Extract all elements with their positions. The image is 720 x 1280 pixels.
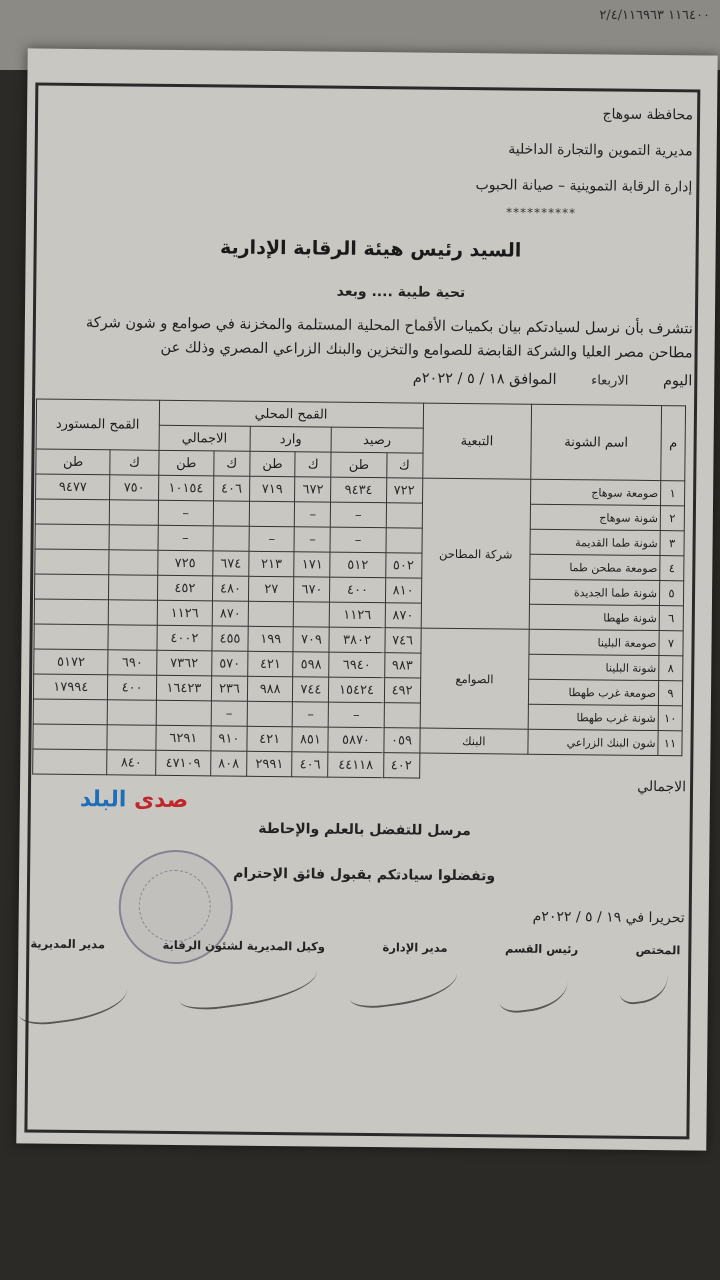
- col-unit-kg: ك: [386, 453, 422, 478]
- total-incoming-ton: ٢٩٩١: [247, 751, 293, 776]
- total-ton: ٧٢٥: [157, 550, 213, 576]
- incoming-ton: ٧١٩: [249, 476, 295, 501]
- handwritten-reference-number: ١١٦٤٠٠ ٢/٤/١١٦٩٦٣: [599, 8, 710, 23]
- total-ton: –: [158, 500, 214, 526]
- total-ton: [156, 700, 212, 726]
- site-name: شون البنك الزراعي: [528, 729, 658, 755]
- date-suffix: الموافق ١٨ / ٥ / ٢٠٢٢م: [412, 370, 557, 388]
- incoming-ton: [249, 501, 295, 526]
- balance-ton: –: [329, 702, 385, 728]
- col-unit-ton: طن: [331, 452, 387, 478]
- letterhead: [272, 93, 693, 205]
- total-kg: –: [211, 701, 247, 726]
- row-number: ١٠: [658, 706, 682, 731]
- balance-kg: ٤٩٢: [384, 678, 420, 703]
- incoming-ton: ١٩٩: [248, 626, 294, 651]
- imported-ton: [34, 624, 109, 650]
- imported-ton: ٩٤٧٧: [36, 474, 111, 500]
- imported-ton: [35, 549, 110, 575]
- balance-kg: ٧٢٢: [386, 478, 422, 503]
- incoming-kg: ٧٤٤: [293, 677, 329, 702]
- site-name: صومعة البلينا: [529, 629, 659, 655]
- site-name: شونة طما القديمة: [530, 529, 660, 555]
- col-unit-ton: طن: [36, 449, 111, 475]
- total-ton: ١٦٤٢٣: [156, 675, 212, 701]
- imported-kg: ٦٩٠: [108, 650, 157, 676]
- grand-total-kg: ٨٠٨: [211, 751, 247, 776]
- site-name: صومعة مطحن طما: [530, 554, 660, 580]
- balance-ton: ٩٤٣٤: [331, 477, 387, 503]
- balance-ton: –: [331, 502, 387, 528]
- total-ton: ٦٢٩١: [156, 725, 212, 751]
- site-name: شونة البلينا: [529, 654, 659, 680]
- total-ton: ١٠١٥٤: [158, 475, 214, 501]
- total-balance-kg: ٤٠٢: [383, 753, 419, 778]
- site-name: شونة سوهاج: [530, 504, 660, 530]
- total-balance-ton: ٤٤١١٨: [328, 752, 384, 778]
- date-prefix: اليوم: [662, 373, 693, 390]
- balance-kg: ٥٠٢: [385, 553, 421, 578]
- incoming-kg: [294, 602, 330, 627]
- total-kg: ٨٧٠: [212, 601, 248, 626]
- sada-elbalad-logo: [80, 787, 189, 813]
- site-name: صومعة غرب طهطا: [528, 679, 658, 705]
- imported-ton: [34, 599, 109, 625]
- separator-stars: **********: [505, 205, 577, 221]
- directorate-line: مديرية التموين والتجارة الداخلية: [508, 141, 693, 160]
- logo-text-red: صدى: [133, 787, 189, 814]
- total-kg: ٦٧٤: [213, 551, 249, 576]
- row-number: ٣: [660, 531, 684, 556]
- closing-regards: وتفضلوا سيادتكم بقبول فائق الإحترام: [233, 865, 496, 885]
- col-balance: رصيد: [331, 427, 422, 453]
- total-imported-ton: [33, 749, 108, 775]
- total-kg: ٢٣٦: [211, 676, 247, 701]
- balance-kg: [386, 503, 422, 528]
- balance-kg: ٨١٠: [385, 578, 421, 603]
- row-number: ٢: [660, 506, 684, 531]
- total-kg: [213, 526, 249, 551]
- total-kg: ٤٠٦: [213, 476, 249, 501]
- total-ton: ١١٢٦: [157, 600, 213, 626]
- imported-kg: [109, 600, 158, 626]
- document-page: [16, 48, 717, 1150]
- balance-ton: ٣٨٠٢: [329, 627, 385, 653]
- total-ton: ٤٠٠٢: [157, 625, 213, 651]
- sig-deputy: وكيل المديرية لشئون الرقابة: [162, 937, 326, 954]
- sig-specialist: المختص: [635, 942, 681, 958]
- imported-kg: ٤٠٠: [108, 675, 157, 701]
- incoming-kg: ٧٠٩: [293, 627, 329, 652]
- col-unit-ton: طن: [250, 451, 296, 476]
- site-name: شونة طما الجديدة: [530, 579, 660, 605]
- row-number: ٨: [659, 656, 683, 681]
- balance-ton: ٥٨٧٠: [328, 727, 384, 753]
- site-name: شونة طهطا: [529, 604, 659, 630]
- incoming-kg: –: [293, 702, 329, 727]
- incoming-kg: ١٧١: [294, 552, 330, 577]
- imported-ton: ٥١٧٢: [34, 649, 109, 675]
- incoming-ton: ٩٨٨: [247, 676, 293, 701]
- letter-body: نتشرف بأن نرسل لسيادتكم بيان بكميات الأقماح المحلية المستلمة والمخزنة في صوامع و شون شركة مطاحن مصر العليا والشركة القابضة للصوامع والتخزين والبنك الزراعي المصري وذلك عن: [85, 315, 693, 362]
- col-name: اسم الشونة: [531, 404, 662, 480]
- grand-total-ton: ٤٧١٠٩: [155, 750, 211, 776]
- col-imported-wheat: القمح المستورد: [36, 399, 159, 450]
- affiliation-company: شركة المطاحن: [421, 478, 531, 629]
- written-date: تحريرا في ١٩ / ٥ / ٢٠٢٢م: [532, 908, 685, 927]
- row-number: ٩: [658, 681, 682, 706]
- imported-ton: [33, 699, 108, 725]
- col-incoming: وارد: [250, 426, 332, 452]
- site-name: صومعة سوهاج: [531, 479, 661, 505]
- balance-kg: ٠٥٩: [383, 728, 419, 753]
- imported-kg: [109, 550, 158, 576]
- logo-text-blue: البلد: [79, 787, 127, 813]
- balance-kg: ٩٨٣: [384, 653, 420, 678]
- imported-ton: ١٧٩٩٤: [33, 674, 108, 700]
- imported-kg: [109, 575, 158, 601]
- row-number: ١١: [658, 731, 682, 756]
- balance-kg: [386, 528, 422, 553]
- handwritten-day: الاربعاء: [591, 373, 629, 389]
- total-kg: [213, 501, 249, 526]
- balance-ton: –: [330, 527, 386, 553]
- col-affiliation: التبعية: [422, 403, 531, 479]
- imported-kg: [110, 500, 159, 526]
- imported-ton: [33, 724, 108, 750]
- department-line: إدارة الرقابة التموينية – صيانة الحبوب: [475, 177, 693, 196]
- incoming-ton: [247, 701, 293, 726]
- col-total: الاجمالي: [159, 425, 250, 451]
- sent-for-information: مرسل للتفضل بالعلم والإحاطة: [258, 820, 471, 840]
- total-kg: ٤٨٠: [212, 576, 248, 601]
- col-num: م: [661, 406, 686, 481]
- imported-ton: [35, 499, 110, 525]
- row-number: ٥: [659, 581, 683, 606]
- total-imported-kg: ٨٤٠: [107, 750, 156, 776]
- col-unit-kg: ك: [214, 451, 250, 476]
- addressee-title: السيد رئيس هيئة الرقابة الإدارية: [219, 236, 522, 262]
- total-ton: –: [158, 525, 214, 551]
- row-number: ٤: [660, 556, 684, 581]
- balance-ton: ١٥٤٢٤: [329, 677, 385, 703]
- incoming-kg: ٥٩٨: [293, 652, 329, 677]
- col-unit-kg: ك: [110, 450, 159, 476]
- governorate-line: محافظة سوهاج: [602, 106, 694, 124]
- incoming-ton: ٤٢١: [247, 726, 293, 751]
- incoming-kg: ٦٧٠: [294, 577, 330, 602]
- row-number: ٦: [659, 606, 683, 631]
- imported-kg: [108, 700, 157, 726]
- wheat-quantities-table: [32, 399, 686, 782]
- balance-ton: ٤٠٠: [330, 577, 386, 603]
- total-kg: ٥٧٠: [212, 651, 248, 676]
- affiliation-silos: الصوامع: [420, 628, 530, 729]
- balance-ton: ١١٢٦: [330, 602, 386, 628]
- balance-kg: ٨٧٠: [385, 603, 421, 628]
- total-ton: ٧٣٦٢: [156, 650, 212, 676]
- imported-kg: [109, 525, 158, 551]
- incoming-ton: ٢٧: [248, 576, 294, 601]
- incoming-kg: –: [294, 527, 330, 552]
- balance-kg: [384, 703, 420, 728]
- incoming-ton: [248, 601, 294, 626]
- col-local-wheat: القمح المحلي: [159, 400, 423, 428]
- incoming-kg: –: [295, 502, 331, 527]
- incoming-kg: ٦٧٢: [295, 477, 331, 502]
- greeting: تحية طيبة .... وبعد: [336, 283, 466, 302]
- sig-section-head: رئيس القسم: [504, 941, 579, 957]
- incoming-ton: ٤٢١: [248, 651, 294, 676]
- affiliation-bank: البنك: [419, 728, 528, 754]
- imported-kg: [107, 725, 156, 751]
- total-incoming-kg: ٤٠٦: [292, 752, 328, 777]
- imported-ton: [34, 574, 109, 600]
- sig-director: مدير المديرية: [30, 936, 106, 952]
- balance-ton: ٦٩٤٠: [329, 652, 385, 678]
- sig-admin-manager: مدير الإدارة: [382, 940, 448, 955]
- row-number: ٧: [659, 631, 683, 656]
- balance-kg: ٧٤٦: [385, 628, 421, 653]
- total-kg: ٩١٠: [211, 726, 247, 751]
- incoming-ton: –: [249, 526, 295, 551]
- imported-ton: [35, 524, 110, 550]
- row-number: ١: [660, 481, 684, 506]
- total-kg: ٤٥٥: [212, 626, 248, 651]
- site-name: شونة غرب طهطا: [528, 704, 658, 730]
- col-unit-kg: ك: [295, 452, 331, 477]
- balance-ton: ٥١٢: [330, 552, 386, 578]
- imported-kg: ٧٥٠: [110, 475, 159, 501]
- incoming-kg: ٨٥١: [292, 727, 328, 752]
- imported-kg: [108, 625, 157, 651]
- total-ton: ٤٥٢: [157, 575, 213, 601]
- incoming-ton: ٢١٣: [249, 551, 295, 576]
- total-label: الاجمالي: [637, 778, 687, 796]
- col-unit-ton: طن: [158, 450, 214, 476]
